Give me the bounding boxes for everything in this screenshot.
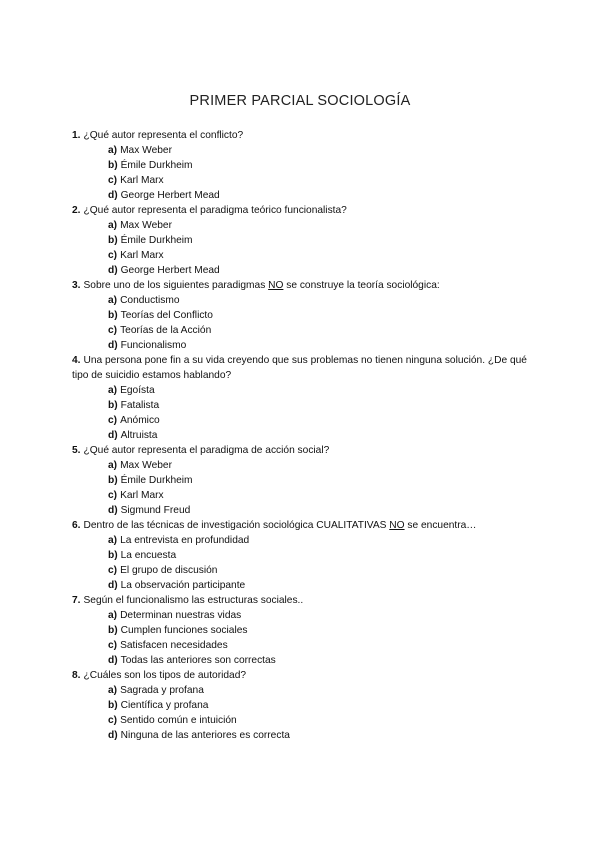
option-b[interactable]: b) La encuesta: [108, 550, 177, 561]
option-list: [108, 608, 532, 668]
question-text: 5. ¿Qué autor representa el paradigma de acción social?: [72, 445, 330, 456]
question-number: 4.: [72, 355, 81, 366]
question-number: 2.: [72, 205, 81, 216]
page-title: PRIMER PARCIAL SOCIOLOGÍA: [189, 93, 411, 109]
option-list: [108, 143, 532, 203]
option-a[interactable]: a) Egoísta: [108, 385, 155, 396]
option-d[interactable]: d) George Herbert Mead: [108, 190, 220, 201]
option-d[interactable]: d) Ninguna de las anteriores es correcta: [108, 730, 290, 741]
option-c[interactable]: c) Sentido común e intuición: [108, 715, 237, 726]
option-b[interactable]: b) Fatalista: [108, 400, 160, 411]
question-text: 3. Sobre uno de los siguientes paradigmas NO se construye la teoría sociológica:: [72, 280, 440, 291]
question-1: [72, 128, 532, 203]
question-8: [72, 668, 532, 743]
option-b[interactable]: b) Teorías del Conflicto: [108, 310, 213, 321]
option-d[interactable]: d) Funcionalismo: [108, 340, 187, 351]
question-5: [72, 443, 532, 518]
question-2: [72, 203, 532, 278]
option-c[interactable]: c) Anómico: [108, 415, 160, 426]
option-c[interactable]: c) Teorías de la Acción: [108, 325, 212, 336]
option-c[interactable]: c) Karl Marx: [108, 175, 164, 186]
option-a[interactable]: a) Conductismo: [108, 295, 180, 306]
option-list: [108, 683, 532, 743]
option-c[interactable]: c) Karl Marx: [108, 490, 164, 501]
question-number: 7.: [72, 595, 81, 606]
option-d[interactable]: d) Todas las anteriores son correctas: [108, 655, 276, 666]
option-a[interactable]: a) Max Weber: [108, 460, 172, 471]
question-text: 6. Dentro de las técnicas de investigación sociológica CUALITATIVAS NO se encuentra…: [72, 520, 477, 531]
question-7: [72, 593, 532, 668]
question-4: [72, 353, 532, 443]
option-list: [108, 533, 532, 593]
option-list: [108, 383, 532, 443]
question-number: 5.: [72, 445, 81, 456]
option-b[interactable]: b) Científica y profana: [108, 700, 209, 711]
option-list: [108, 458, 532, 518]
question-text: 2. ¿Qué autor representa el paradigma teórico funcionalista?: [72, 205, 347, 216]
option-a[interactable]: a) Max Weber: [108, 145, 172, 156]
question-text: 1. ¿Qué autor representa el conflicto?: [72, 130, 244, 141]
option-a[interactable]: a) Determinan nuestras vidas: [108, 610, 242, 621]
option-list: [108, 218, 532, 278]
option-b[interactable]: b) Émile Durkheim: [108, 235, 193, 246]
question-number: 3.: [72, 280, 81, 291]
question-text: 8. ¿Cuáles son los tipos de autoridad?: [72, 670, 247, 681]
option-d[interactable]: d) Sigmund Freud: [108, 505, 191, 516]
option-c[interactable]: c) Karl Marx: [108, 250, 164, 261]
option-a[interactable]: a) Max Weber: [108, 220, 172, 231]
question-list: [72, 128, 532, 743]
option-d[interactable]: d) Altruista: [108, 430, 158, 441]
option-d[interactable]: d) George Herbert Mead: [108, 265, 220, 276]
question-6: [72, 518, 532, 593]
question-number: 1.: [72, 130, 81, 141]
question-text: 4. Una persona pone fin a su vida creyendo que sus problemas no tienen ninguna solución. ¿De qué tipo de suicidio estamos hablando?: [72, 355, 527, 381]
option-list: [108, 293, 532, 353]
question-3: [72, 278, 532, 353]
option-d[interactable]: d) La observación participante: [108, 580, 246, 591]
option-c[interactable]: c) Satisfacen necesidades: [108, 640, 228, 651]
option-b[interactable]: b) Émile Durkheim: [108, 475, 193, 486]
option-a[interactable]: a) Sagrada y profana: [108, 685, 204, 696]
option-a[interactable]: a) La entrevista en profundidad: [108, 535, 250, 546]
option-b[interactable]: b) Cumplen funciones sociales: [108, 625, 248, 636]
option-c[interactable]: c) El grupo de discusión: [108, 565, 218, 576]
question-number: 6.: [72, 520, 81, 531]
option-b[interactable]: b) Émile Durkheim: [108, 160, 193, 171]
question-text: 7. Según el funcionalismo las estructuras sociales..: [72, 595, 304, 606]
question-number: 8.: [72, 670, 81, 681]
